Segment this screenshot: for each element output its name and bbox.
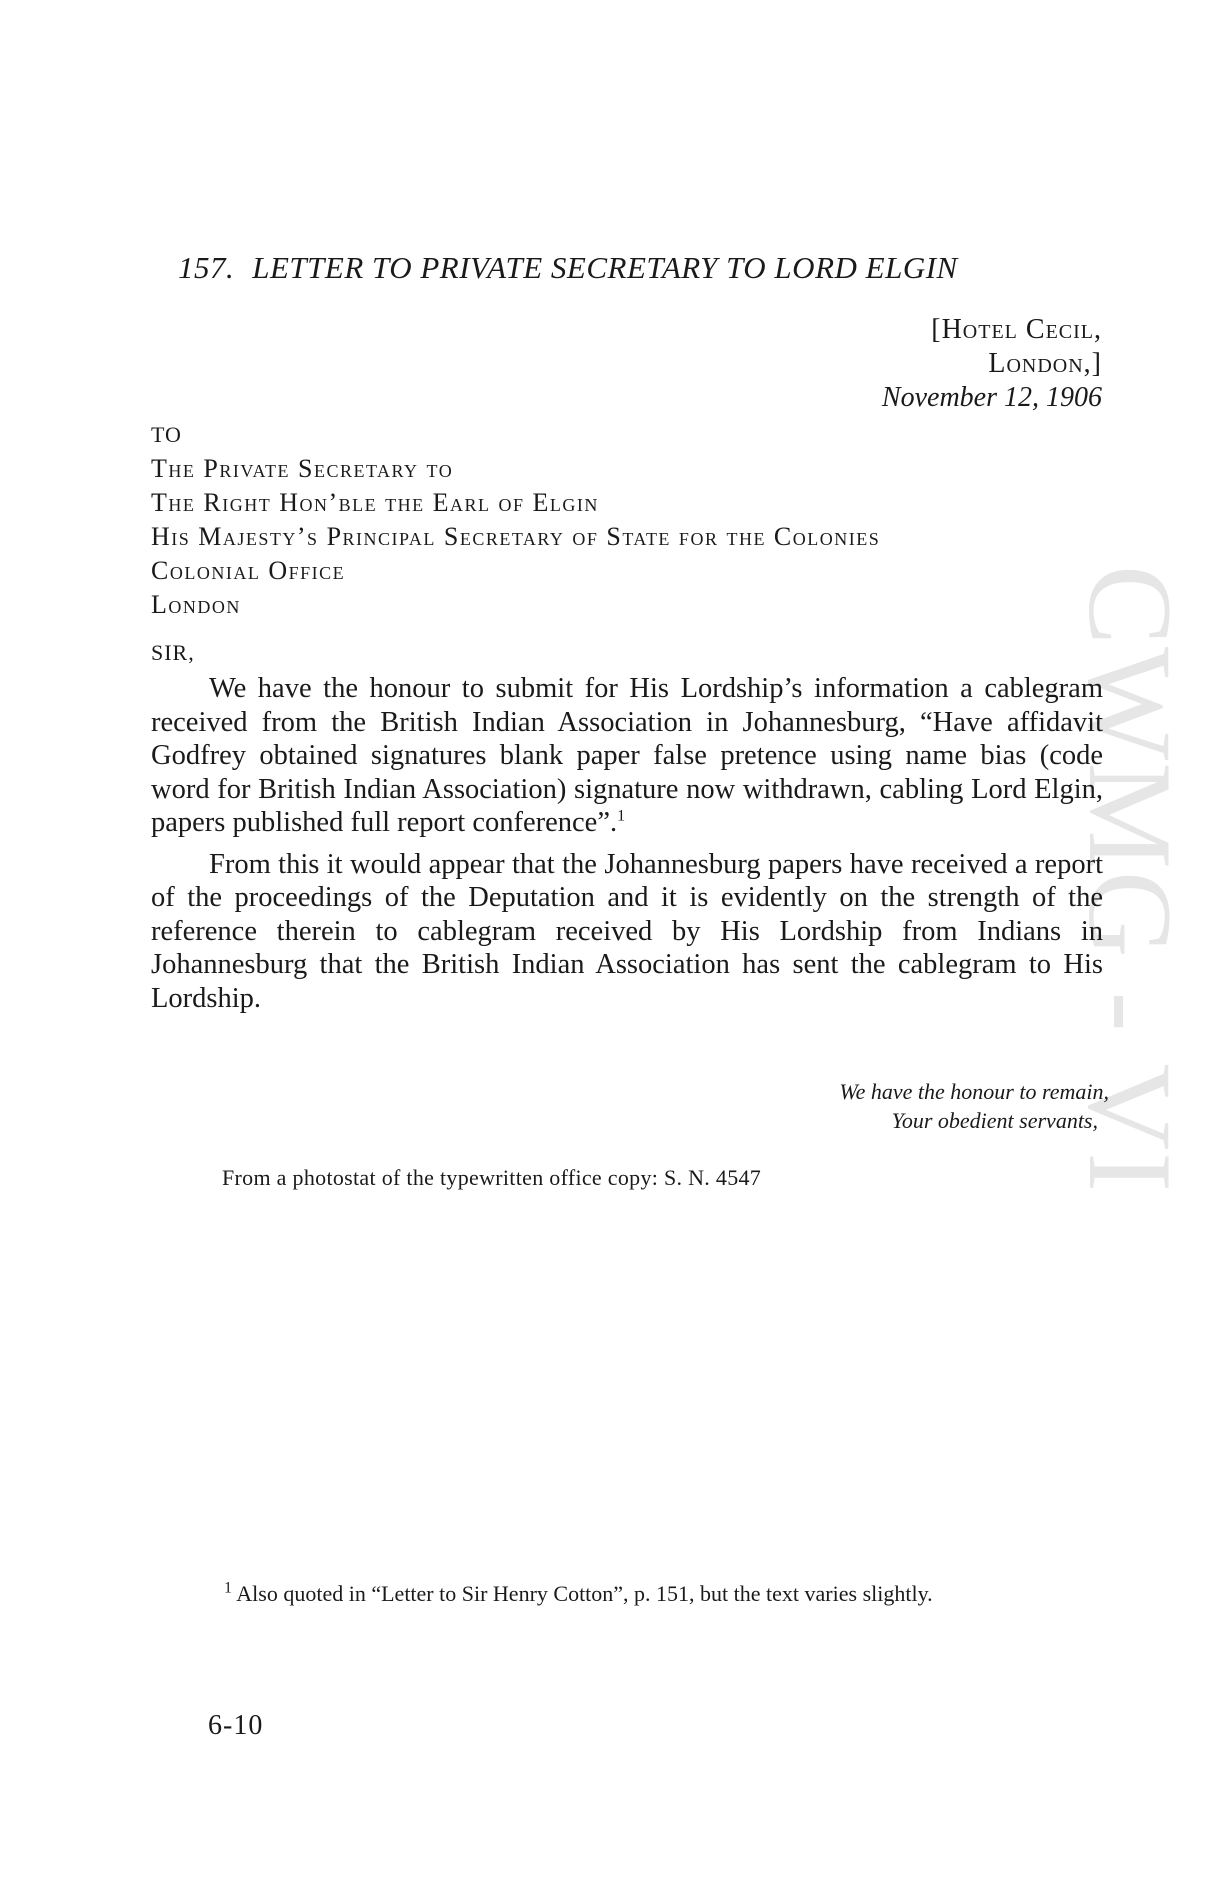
letter-heading [178,250,958,286]
letter-body [151,672,1103,1023]
closing-line: We have the honour to remain, [839,1079,1109,1104]
letter-title: LETTER TO PRIVATE SECRETARY TO LORD ELGIN [252,250,958,285]
recipient-line: His Majesty’s Principal Secretary of State for the Colonies [151,522,881,551]
salutation: SIR, [151,640,195,665]
letter-number: 157. [178,250,235,285]
footnote-text: Also quoted in “Letter to Sir Henry Cotton”, p. 151, but the text varies slightly. [236,1581,933,1606]
recipient-line: Colonial Office [151,556,346,585]
page-number: 6-10 [208,1710,264,1741]
recipient-line: The Right Hon’ble the Earl of Elgin [151,488,599,517]
letter-date: November 12, 1906 [881,382,1102,413]
footnote-marker: 1 [224,1579,232,1597]
body-paragraph: From this it would appear that the Johannesburg papers have received a report of the proceedings of the Deputation and it is evidently on the strength of the reference therein to cablegram received by His Lordship from Indians in Johannesburg that the British Indian Association has sent the cablegram to His Lordship. [151,848,1103,1014]
footnote-reference: 1 [617,807,626,825]
closing-line: Your obedient servants, [891,1108,1098,1133]
source-note: From a photostat of the typewritten office copy: S. N. 4547 [222,1165,762,1190]
footnote [158,1580,960,1608]
recipient-block [151,418,880,622]
recipient-line: London [151,590,241,619]
address-city: London,] [988,348,1102,379]
paragraph-text: We have the honour to submit for His Lordship’s information a cablegram received from the British Indian Association in Johannesburg, “Have affidavit Godfrey obtained signatures blank paper false pretence using name bias (code word for British Indian Association) signature now withdrawn, cabling Lord Elgin, papers published full report conference”. [151,673,1103,838]
recipient-to: TO [151,422,182,447]
address-hotel: [Hotel Cecil, [931,314,1102,345]
sender-address [882,313,1102,415]
recipient-line: The Private Secretary to [151,454,454,483]
closing [839,1077,1109,1135]
watermark-text: CWMG - VI [1064,565,1197,1195]
body-paragraph [151,672,1103,840]
